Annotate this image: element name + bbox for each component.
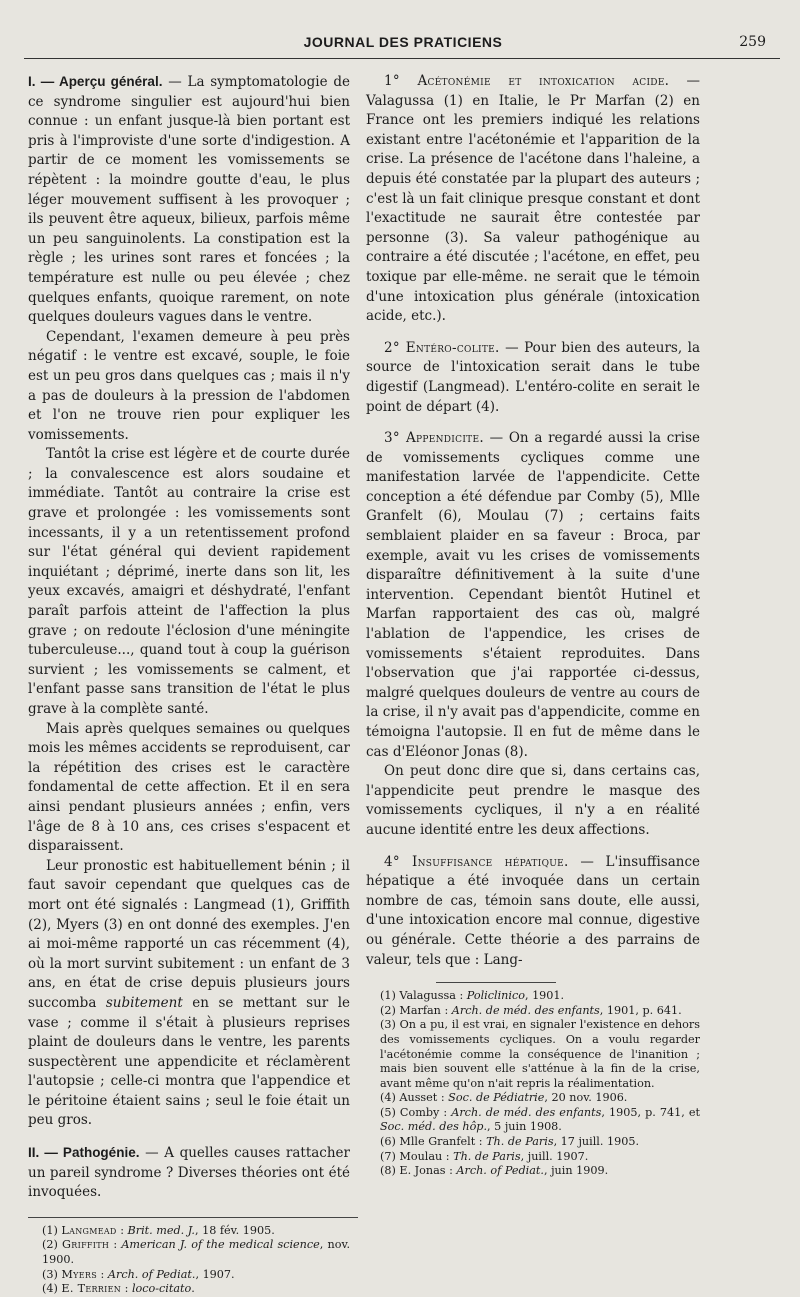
footnote-text: , nov. 1900. — [42, 1238, 351, 1267]
footnote-text: , 17 juill. 1905. — [553, 1135, 640, 1149]
footnote — [366, 1135, 700, 1150]
footnote-text: (7) Moulau : — [380, 1149, 454, 1163]
footnote — [366, 1004, 700, 1019]
paragraph-pronostic — [28, 857, 350, 1131]
footnote-text: : — [109, 1238, 122, 1252]
footnote-source: Arch. of Pediat. — [107, 1267, 196, 1281]
paragraph-text: — L'insuffisance hépatique a été invoquée dans un certain nombre de cas, témoin sans doute, elle aussi, d'une intoxication encore mal connue, digestive ou générale. Cette théorie a des parrains de valeur, tels que : Lang- — [366, 853, 700, 968]
footnote-text: , juin 1909. — [543, 1164, 609, 1178]
section-apercu-paragraph — [28, 72, 350, 328]
footnote-text: (6) Mlle Granfelt : — [380, 1135, 487, 1149]
footnote-source: Arch. de méd. des enfants — [451, 1105, 602, 1119]
footnote-text: (5) Comby : — [380, 1105, 452, 1119]
footnote-source: Soc. méd. des hôp. — [380, 1120, 488, 1134]
footnote: (3) Myers : Arch. of Pediat., 1907. — [42, 1267, 235, 1281]
footnote-text: (8) E. Jonas : — [380, 1164, 457, 1178]
footnote — [366, 1106, 700, 1135]
footnote: (3) On a pu, il est vrai, en signaler l'existence en dehors des vomissements cycliques. On a voulu regarder l'acétonémie comme la conséquence de l'inanition ; mais bien souvent elle s'atténue à la fin de la crise, avant même qu'on n'ait repris la réalimentation. — [380, 1018, 700, 1090]
footnote-source: Brit. med. J. — [127, 1223, 195, 1237]
section-appendicite-paragraph — [366, 429, 700, 762]
paragraph-text: — La symptomatologie de ce syndrome singulier est aujourd'hui bien connue : un enfant jusque-là bien portant est pris à l'improviste d'une sorte d'indigestion. A partir de ce moment les vomissements se répètent : la moindre goutte d'eau, le plus léger mouvement suffisent à les provoquer ; ils peuvent être aqueux, bilieux, parfois même un peu sanguinolents. La constipation est la règle ; les urines sont rares et foncées ; la température est nulle ou peu élevée ; chez quelques enfants, quoique rarement, on note quelques douleurs vagues dans le ventre. — [28, 74, 350, 326]
paragraph-text: — Valagussa (1) en Italie, le Pr Marfan (2) en France ont les premiers indiqué les relations existant entre l'acétonémie et l'apparition de la crise. La présence de l'acétone dans l'haleine, a depuis été constatée par la plupart des auteurs ; c'est là un fait clinique presque constant et dont l'exactitude ne saurait être contestée par personne (3). Sa valeur pathogénique au contraire a été discutée ; l'acétone, en effet, peu toxique par elle-même. ne serait que le témoin d'une intoxication plus générale (intoxication acide, etc.). — [366, 73, 700, 325]
footnote-source: Th. de Paris — [486, 1135, 554, 1149]
section-enterocolite-paragraph — [366, 339, 700, 417]
subsection-heading-insuffisance: 4° Insuffisance hépatique. — [384, 853, 569, 870]
subsection-heading-appendicite: 3° Appendicite. — [384, 430, 484, 447]
section-insuffisance-paragraph — [366, 853, 700, 971]
subsection-heading-enterocolite: 2° Entéro-colite. — [384, 339, 500, 356]
paragraph-text: — A quelles causes rattacher un pareil syndrome ? Diverses théories ont été invoquées. — [28, 1145, 350, 1201]
footnote-text: , juill. 1907. — [520, 1149, 589, 1163]
section-acetonemie-paragraph — [366, 72, 700, 327]
footnote-source: loco-citato — [131, 1282, 192, 1296]
section-pathogenie-paragraph — [28, 1143, 350, 1203]
footnote-text: , 1901. — [524, 989, 565, 1003]
footnote — [366, 1150, 700, 1165]
header-rule — [24, 58, 780, 59]
page-number: 259 — [739, 34, 766, 50]
footnote — [366, 1164, 700, 1179]
paragraph: Tantôt la crise est légère et de courte durée ; la convalescence est alors soudaine et immédiate. Tantôt au contraire la crise est grave et prolongée : les vomissements sont incessants, il y a un retentissement profond sur l'état général qui devient rapidement inquiétant ; déprimé, inerte dans son lit, les yeux excavés, amaigri et déshydraté, l'enfant paraît parfois atteint de l'affection la plus grave ; on redoute l'éclosion d'une méningite tuberculeuse..., quand tout à coup la guérison survient ; les vomissements se calment, et l'enfant passe sans transition de l'état le plus grave à la complète santé. — [28, 446, 350, 717]
footnote — [366, 1091, 700, 1106]
footnote-source: Policlinico — [466, 989, 525, 1003]
footnote-text: (4) Ausset : — [380, 1091, 449, 1105]
footnote-author: Myers — [61, 1267, 97, 1281]
section-heading-apercu: I. — Aperçu général. — [28, 74, 163, 89]
paragraph: Mais après quelques semaines ou quelques mois les mêmes accidents se reproduisent, car la répétition des crises est le caractère fondamental de cette affection. Et il en sera ainsi pendant plusieurs années ; enfin, vers l'âge de 8 à 10 ans, ces crises s'espacent et disparaissent. — [28, 720, 350, 855]
footnote-text: , 1907. — [195, 1267, 235, 1281]
left-footnotes — [28, 1217, 350, 1297]
footnote — [366, 989, 700, 1004]
right-footnotes — [366, 982, 700, 1179]
footnote-text: : — [121, 1282, 132, 1296]
footnote-author: E. Terrien — [61, 1282, 122, 1296]
footnote-text: , 18 fév. 1905. — [194, 1223, 275, 1237]
footnote-text: . — [191, 1282, 195, 1296]
left-column — [28, 72, 350, 1297]
footnote-text: : — [97, 1267, 108, 1281]
footnote: (1) Langmead : Brit. med. J., 18 fév. 1905. — [42, 1223, 275, 1237]
footnote-rule — [436, 982, 556, 983]
footnote-rule — [28, 1217, 358, 1218]
paragraph: Cependant, l'examen demeure à peu près négatif : le ventre est excavé, souple, le foie est un peu gros dans quelques cas ; mais il n'y a pas de douleurs à la pression de l'abdomen et l'on ne trouve rien pour expliquer les vomissements. — [28, 328, 350, 443]
footnote-source: Arch. of Pediat. — [456, 1164, 544, 1178]
paragraph-text: — On a regardé aussi la crise de vomissements cycliques comme une manifestation larvée de l'appendicite. Cette conception a été défendue par Comby (5), Mlle Granfelt (6), Moulau (7) ; certains faits semblaient plaider en sa faveur : Broca, par exemple, avait vu les crises de vomissements disparaître définitivement à la suite d'une intervention. Cependant bientôt Hutinel et Marfan rapportaient des cas où, malgré l'ablation de l'appendice, les crises de vomissements s'étaient reproduites. Dans l'observation que j'ai rapportée ci-dessus, malgré quelques douleurs de ventre au cours de la crise, il n'y avait pas d'appendicite, comme en témoigna l'autopsie. Il en fut de même dans le cas d'Eléonor Jonas (8). — [366, 430, 700, 760]
right-column — [366, 72, 700, 1179]
footnote-text: , 1905, p. 741, et — [601, 1105, 701, 1119]
footnote-source: American J. of the medical science — [121, 1238, 320, 1252]
footnote-source: Arch. de méd. des enfants — [451, 1003, 600, 1017]
footnote-author: Griffith — [62, 1238, 110, 1252]
paragraph-text: en se mettant sur le vase ; comme il s'était à plusieurs reprises plaint de douleurs dans le ventre, les parents suspectèrent une appendicite et réclamèrent l'autopsie ; celle-ci montra que l'appendice et le péritoine étaient sains ; seul le foie était un peu gros. — [28, 994, 351, 1129]
footnote-text: , 1901, p. 641. — [599, 1003, 682, 1017]
footnote-text: (2) Marfan : — [380, 1003, 452, 1017]
journal-title: JOURNAL DES PRATICIENS — [303, 34, 503, 50]
paragraph-text: — Pour bien des auteurs, la source de l'intoxication serait dans le tube digestif (Langmead). L'entéro-colite en serait le point de départ (4). — [366, 339, 700, 415]
emphasis-text: subitement — [105, 994, 183, 1011]
subsection-heading-acetonemie: 1° Acétonémie et intoxication acide. — [384, 73, 670, 89]
footnote-text: , 5 juin 1908. — [487, 1120, 562, 1134]
running-header — [40, 34, 766, 56]
footnote-text: , 20 nov. 1906. — [544, 1091, 628, 1105]
footnote-text: : — [116, 1223, 128, 1237]
footnote-author: Langmead — [61, 1223, 117, 1237]
paragraph: On peut donc dire que si, dans certains cas, l'appendicite peut prendre le masque des vomissements cycliques, il n'y a en réalité aucune identité entre les deux affections. — [366, 763, 700, 838]
paragraph-text: Leur pronostic est habituellement bénin ; il faut savoir cependant que quelques cas de mort ont été signalés : Langmead (1), Griffith (2), Myers (3) en ont donné des exemples. J'en ai moi-même rapporté un cas récemment (4), où la mort survint subitement : un enfant de 3 ans, en état de crise depuis plusieurs jours succomba — [28, 857, 350, 1011]
section-heading-pathogenie: II. — Pathogénie. — [28, 1145, 140, 1161]
footnote-source: Soc. de Pédiatrie — [448, 1091, 545, 1105]
footnote-source: Th. de Paris — [453, 1149, 521, 1163]
footnote-text: (1) Valagussa : — [380, 989, 467, 1003]
footnote: (4) E. Terrien : loco-citato. — [42, 1282, 195, 1296]
footnote: (2) Griffith : American J. of the medical science, nov. 1900. — [42, 1238, 351, 1267]
